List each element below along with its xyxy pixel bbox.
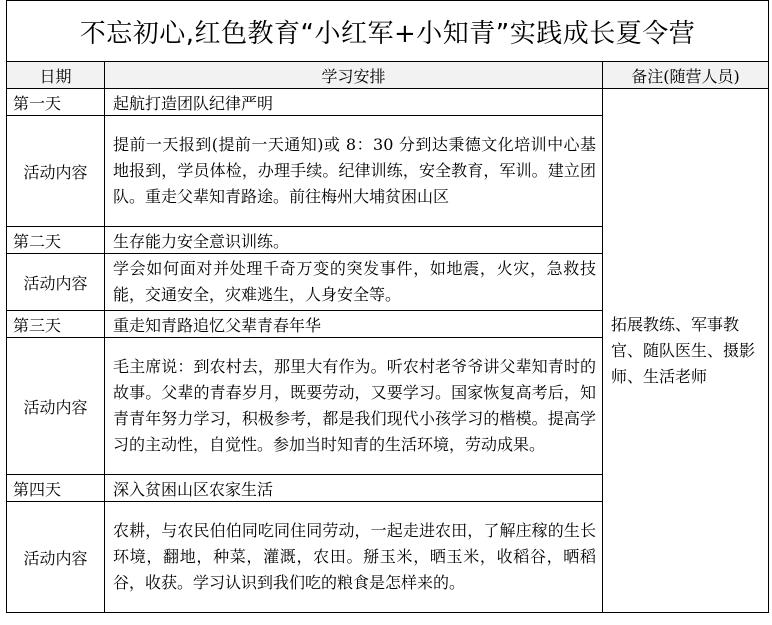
day-title: 重走知青路追忆父辈青春年华: [105, 311, 603, 338]
activity-label: 活动内容: [7, 254, 105, 311]
activity-text: 提前一天报到(提前一天通知)或 8：30 分到达秉德文化培训中心基地报到，学员体检，办理手续。纪律训练，安全教育，军训。建立团队。重走父辈知青路途。前往梅州大埔贫困山区: [105, 116, 603, 227]
header-row: [7, 62, 769, 89]
activity-text: 毛主席说：到农村去，那里大有作为。听农村老爷爷讲父辈知青时的故事。父辈的青春岁月，既要劳动，又要学习。国家恢复高考后，知青青年努力学习，积极参考，都是我们现代小孩学习的楷模。提高学习的主动性，自觉性。参加当时知青的生活环境，劳动成果。: [105, 338, 603, 475]
day-title: 生存能力安全意识训练。: [105, 227, 603, 254]
activity-label: 活动内容: [7, 502, 105, 613]
activity-text: 学会如何面对并处理千奇万变的突发事件，如地震，火灾，急救技能，交通安全，灾难逃生，人身安全等。: [105, 254, 603, 311]
schedule-table: [6, 0, 769, 613]
day-label: 第四天: [7, 475, 105, 502]
document-page: [6, 0, 768, 613]
day-label: 第三天: [7, 311, 105, 338]
header-notes: 备注(随营人员): [603, 62, 769, 89]
day-title: 起航打造团队纪律严明: [105, 89, 603, 116]
page-title: 不忘初心,红色教育“小红军+小知青”实践成长夏令营: [7, 1, 769, 62]
title-row: [7, 1, 769, 62]
header-date: 日期: [7, 62, 105, 89]
day-title: 深入贫困山区农家生活: [105, 475, 603, 502]
staff-notes: 拓展教练、军事教官、随队医生、摄影师、生活老师: [603, 89, 769, 613]
activity-text: 农耕，与农民伯伯同吃同住同劳动，一起走进农田，了解庄稼的生长环境，翻地，种菜，灌溉，农田。掰玉米，晒玉米，收稻谷，晒稻谷，收获。学习认识到我们吃的粮食是怎样来的。: [105, 502, 603, 613]
activity-label: 活动内容: [7, 338, 105, 475]
activity-label: 活动内容: [7, 116, 105, 227]
header-schedule: 学习安排: [105, 62, 603, 89]
day-row: [7, 89, 769, 116]
day-label: 第二天: [7, 227, 105, 254]
day-label: 第一天: [7, 89, 105, 116]
